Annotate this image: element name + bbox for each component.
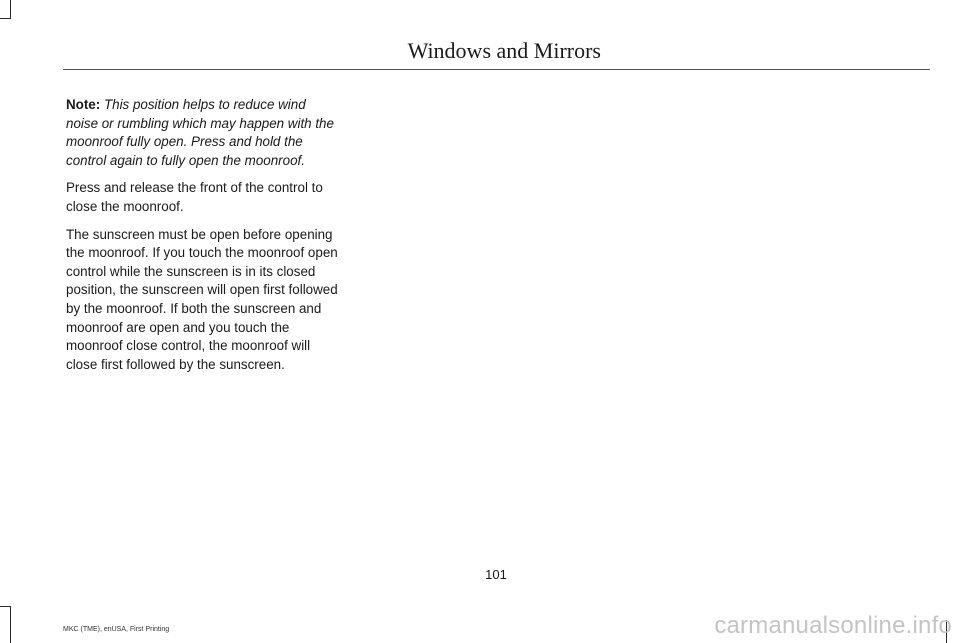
- note-paragraph: [66, 96, 338, 170]
- crop-mark-top-left-horizontal: [0, 18, 11, 19]
- crop-mark-top-left-vertical: [10, 0, 11, 18]
- crop-mark-bottom-left-horizontal: [0, 606, 11, 607]
- note-text: This position helps to reduce wind noise or rumbling which may happen with the moonroof fully open. Press and hold the control again to fully open the moonroof.: [66, 97, 334, 168]
- crop-mark-bottom-left-vertical: [10, 606, 11, 643]
- body-column: [66, 96, 338, 383]
- edition-footer: MKC (TME), enUSA, First Printing: [63, 626, 170, 633]
- body-paragraph-close: Press and release the front of the control to close the moonroof.: [66, 180, 323, 214]
- body-paragraph-sunscreen: The sunscreen must be open before opening the moonroof. If you touch the moonroof open control while the sunscreen is in its closed position, the sunscreen will open first followed by the moonroof. If both the sunscreen and moonroof are open and you touch the moonroof close control, the moonroof will close first followed by the sunscreen.: [66, 226, 338, 372]
- section-title: Windows and Mirrors: [407, 38, 601, 63]
- header-divider: [63, 69, 930, 70]
- page-number: 101: [485, 567, 507, 582]
- watermark-logo: carmanualsonline.info: [714, 612, 952, 639]
- note-label: Note:: [66, 97, 101, 112]
